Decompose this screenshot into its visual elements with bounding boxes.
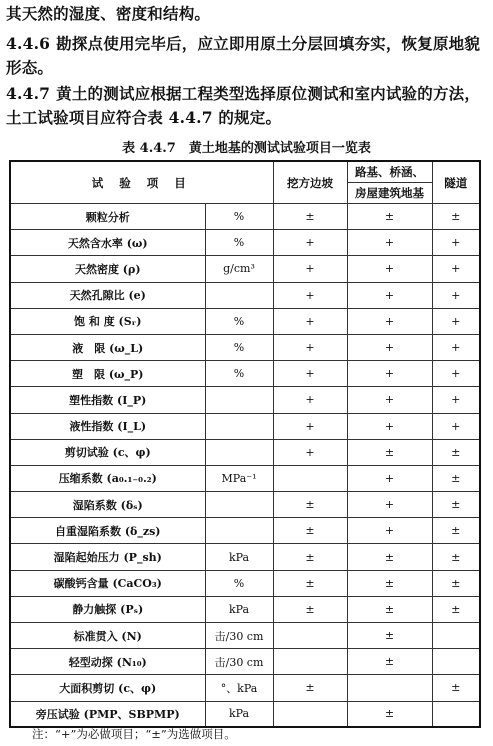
cell-cut-slope: + (273, 230, 347, 256)
cell-foundation: + (347, 308, 432, 334)
cell-foundation: + (347, 230, 432, 256)
cell-cut-slope: + (273, 256, 347, 282)
cell-foundation: ± (347, 649, 432, 675)
table-row (10, 256, 480, 282)
table-row (10, 701, 480, 727)
item-name: 旁压试验 (PMP、SBPMP) (10, 701, 205, 727)
cell-cut-slope: ± (273, 596, 347, 622)
item-unit (205, 439, 273, 465)
table-header-row (10, 161, 480, 183)
cell-foundation: + (347, 256, 432, 282)
clause-number: 4.4.6 (6, 34, 51, 53)
item-name: 轻型动探 (N₁₀) (10, 649, 205, 675)
cell-tunnel: + (432, 282, 480, 308)
cell-tunnel (432, 649, 480, 675)
cell-cut-slope: ± (273, 492, 347, 518)
cell-tunnel (432, 701, 480, 727)
item-unit (205, 282, 273, 308)
cell-tunnel: ± (432, 465, 480, 491)
item-unit: g/cm³ (205, 256, 273, 282)
cell-cut-slope: ± (273, 204, 347, 230)
table-note: 注：“+”为必做项目；“±”为选做项目。 (32, 727, 236, 741)
cell-foundation: + (347, 413, 432, 439)
item-unit: kPa (205, 596, 273, 622)
header-cut-slope: 挖方边坡 (273, 161, 347, 204)
item-name: 静力触探 (Pₛ) (10, 596, 205, 622)
table-row (10, 596, 480, 622)
cell-tunnel: + (432, 308, 480, 334)
cell-cut-slope: + (273, 439, 347, 465)
paragraph-4-4-7 (6, 82, 487, 130)
table-row (10, 439, 480, 465)
cell-tunnel: ± (432, 518, 480, 544)
header-foundation-line1: 路基、桥涵、 (347, 161, 432, 183)
cell-foundation: ± (347, 439, 432, 465)
table-row (10, 308, 480, 334)
cell-foundation: + (347, 334, 432, 360)
cell-cut-slope (273, 465, 347, 491)
paragraph-4-4-6 (6, 32, 487, 80)
cell-cut-slope (273, 649, 347, 675)
cell-foundation: + (347, 465, 432, 491)
cell-foundation: ± (347, 570, 432, 596)
cell-tunnel: + (432, 387, 480, 413)
cell-foundation: + (347, 282, 432, 308)
item-name: 塑 限 (ω_P) (10, 361, 205, 387)
paragraph-continuation (6, 2, 487, 26)
item-unit: % (205, 334, 273, 360)
table-body (10, 204, 480, 728)
item-unit: MPa⁻¹ (205, 465, 273, 491)
cell-tunnel (432, 623, 480, 649)
cell-tunnel: + (432, 230, 480, 256)
cell-cut-slope: + (273, 282, 347, 308)
cell-foundation: ± (347, 596, 432, 622)
cell-foundation: + (347, 492, 432, 518)
cell-tunnel: + (432, 256, 480, 282)
item-name: 颗粒分析 (10, 204, 205, 230)
item-unit: % (205, 204, 273, 230)
item-unit: °、kPa (205, 675, 273, 701)
cell-foundation: + (347, 518, 432, 544)
table-row (10, 465, 480, 491)
item-unit (205, 387, 273, 413)
table-row (10, 675, 480, 701)
cell-tunnel: + (432, 334, 480, 360)
cell-foundation: + (347, 387, 432, 413)
cell-tunnel: ± (432, 544, 480, 570)
table-row (10, 361, 480, 387)
header-tunnel: 隧道 (432, 161, 480, 204)
cell-cut-slope: ± (273, 544, 347, 570)
item-name: 自重湿陷系数 (δ_zs) (10, 518, 205, 544)
item-name: 湿陷起始压力 (P_sh) (10, 544, 205, 570)
item-unit (205, 518, 273, 544)
table-row (10, 282, 480, 308)
cell-cut-slope: ± (273, 570, 347, 596)
test-items-table (9, 160, 481, 728)
item-unit: % (205, 570, 273, 596)
table-row (10, 204, 480, 230)
cell-foundation: ± (347, 204, 432, 230)
cell-cut-slope: ± (273, 675, 347, 701)
item-name: 饱 和 度 (Sᵣ) (10, 308, 205, 334)
cell-cut-slope: + (273, 413, 347, 439)
cell-tunnel: ± (432, 675, 480, 701)
item-name: 天然孔隙比 (e) (10, 282, 205, 308)
cell-foundation: + (347, 361, 432, 387)
cell-cut-slope (273, 623, 347, 649)
item-name: 湿陷系数 (δₛ) (10, 492, 205, 518)
cell-cut-slope: + (273, 387, 347, 413)
item-name: 天然含水率 (ω) (10, 230, 205, 256)
cell-cut-slope: ± (273, 518, 347, 544)
cell-foundation: ± (347, 701, 432, 727)
item-unit: % (205, 308, 273, 334)
table-row (10, 649, 480, 675)
cell-cut-slope: + (273, 361, 347, 387)
item-unit: kPa (205, 544, 273, 570)
cell-tunnel: ± (432, 492, 480, 518)
cell-tunnel: ± (432, 204, 480, 230)
item-unit: 击/30 cm (205, 649, 273, 675)
paragraph-text: 其天然的湿度、密度和结构。 (6, 4, 211, 23)
cell-cut-slope: + (273, 334, 347, 360)
table-row (10, 413, 480, 439)
item-name: 大面积剪切 (c、φ) (10, 675, 205, 701)
header-test-item: 试 验 项 目 (10, 161, 273, 204)
item-unit: % (205, 230, 273, 256)
item-name: 剪切试验 (c、φ) (10, 439, 205, 465)
table-row (10, 623, 480, 649)
cell-foundation (347, 675, 432, 701)
table-row (10, 570, 480, 596)
table-caption: 表 4.4.7 黄土地基的测试试验项目一览表 (122, 141, 371, 156)
paragraph-text: 黄土的测试应根据工程类型选择原位测试和室内试验的方法，土工试验项目应符合表 4.4.7 的规定。 (6, 84, 481, 127)
table-row (10, 334, 480, 360)
item-name: 液性指数 (I_L) (10, 413, 205, 439)
cell-foundation: ± (347, 623, 432, 649)
item-unit (205, 413, 273, 439)
item-unit: % (205, 361, 273, 387)
clause-number: 4.4.7 (6, 84, 51, 103)
cell-foundation: ± (347, 544, 432, 570)
cell-tunnel: ± (432, 439, 480, 465)
cell-tunnel: + (432, 361, 480, 387)
cell-cut-slope (273, 701, 347, 727)
item-name: 压缩系数 (a₀.₁₋₀.₂) (10, 465, 205, 491)
paragraph-text: 勘探点使用完毕后，应立即用原土分层回填夯实，恢复原地貌形态。 (6, 34, 481, 77)
table-row (10, 230, 480, 256)
cell-cut-slope: + (273, 308, 347, 334)
cell-tunnel: ± (432, 596, 480, 622)
table-row (10, 387, 480, 413)
item-name: 碳酸钙含量 (CaCO₃) (10, 570, 205, 596)
table-row (10, 544, 480, 570)
item-name: 标准贯入 (N) (10, 623, 205, 649)
table-row (10, 492, 480, 518)
table-row (10, 518, 480, 544)
item-name: 塑性指数 (I_P) (10, 387, 205, 413)
item-name: 天然密度 (ρ) (10, 256, 205, 282)
header-foundation-line2: 房屋建筑地基 (347, 183, 432, 204)
cell-tunnel: ± (432, 570, 480, 596)
item-unit (205, 492, 273, 518)
cell-tunnel: + (432, 413, 480, 439)
item-name: 液 限 (ω_L) (10, 334, 205, 360)
item-unit: kPa (205, 701, 273, 727)
item-unit: 击/30 cm (205, 623, 273, 649)
